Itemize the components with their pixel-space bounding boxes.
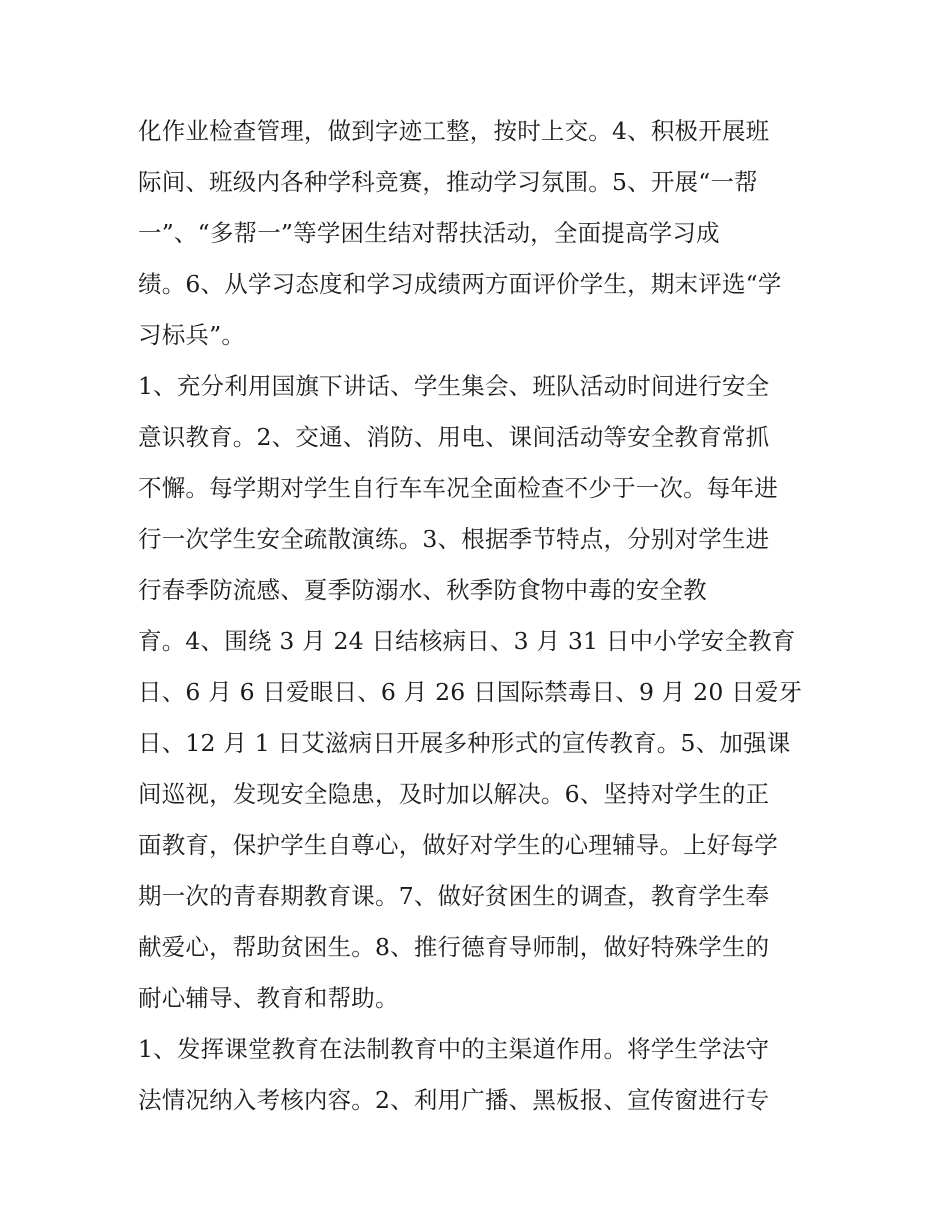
paragraph-safety <box>138 361 828 1024</box>
text-line: 献爱心，帮助贫困生。8、推行德育导师制，做好特殊学生的 <box>138 933 770 961</box>
text-line: 间巡视，发现安全隐患，及时加以解决。6、坚持对学生的正 <box>138 780 770 808</box>
paragraph-legal <box>138 1024 828 1126</box>
text-line: 耐心辅导、教育和帮助。 <box>138 984 399 1012</box>
text-line: 绩。6、从学习态度和学习成绩两方面评价学生，期末评选“学 <box>138 270 782 298</box>
text-line: 育。4、围绕 3 月 24 日结核病日、3 月 31 日中小学安全教育 <box>138 627 796 655</box>
text-line: 1、发挥课堂教育在法制教育中的主渠道作用。将学生学法守 <box>138 1035 770 1063</box>
text-line: 行一次学生安全疏散演练。3、根据季节特点，分别对学生进 <box>138 525 770 553</box>
text-line: 际间、班级内各种学科竞赛，推动学习氛围。5、开展“一帮 <box>138 168 758 196</box>
text-line: 化作业检查管理，做到字迹工整，按时上交。4、积极开展班 <box>138 117 770 145</box>
document-body <box>138 106 828 1126</box>
text-line: 期一次的青春期教育课。7、做好贫困生的调查，教育学生奉 <box>138 882 770 910</box>
text-line: 日、6 月 6 日爱眼日、6 月 26 日国际禁毒日、9 月 20 日爱牙 <box>138 678 803 706</box>
text-line: 1、充分利用国旗下讲话、学生集会、班队活动时间进行安全 <box>138 372 770 400</box>
text-line: 日、12 月 1 日艾滋病日开展多种形式的宣传教育。5、加强课 <box>138 729 791 757</box>
paragraph-study <box>138 106 828 361</box>
text-line: 习标兵”。 <box>138 321 246 349</box>
text-line: 一”、“多帮一”等学困生结对帮扶活动，全面提高学习成 <box>138 219 720 247</box>
text-line: 法情况纳入考核内容。2、利用广播、黑板报、宣传窗进行专 <box>138 1086 770 1114</box>
text-line: 意识教育。2、交通、消防、用电、课间活动等安全教育常抓 <box>138 423 770 451</box>
text-line: 面教育，保护学生自尊心，做好对学生的心理辅导。上好每学 <box>138 831 778 859</box>
text-line: 不懈。每学期对学生自行车车况全面检查不少于一次。每年进 <box>138 474 778 502</box>
text-line: 行春季防流感、夏季防溺水、秋季防食物中毒的安全教 <box>138 576 707 604</box>
